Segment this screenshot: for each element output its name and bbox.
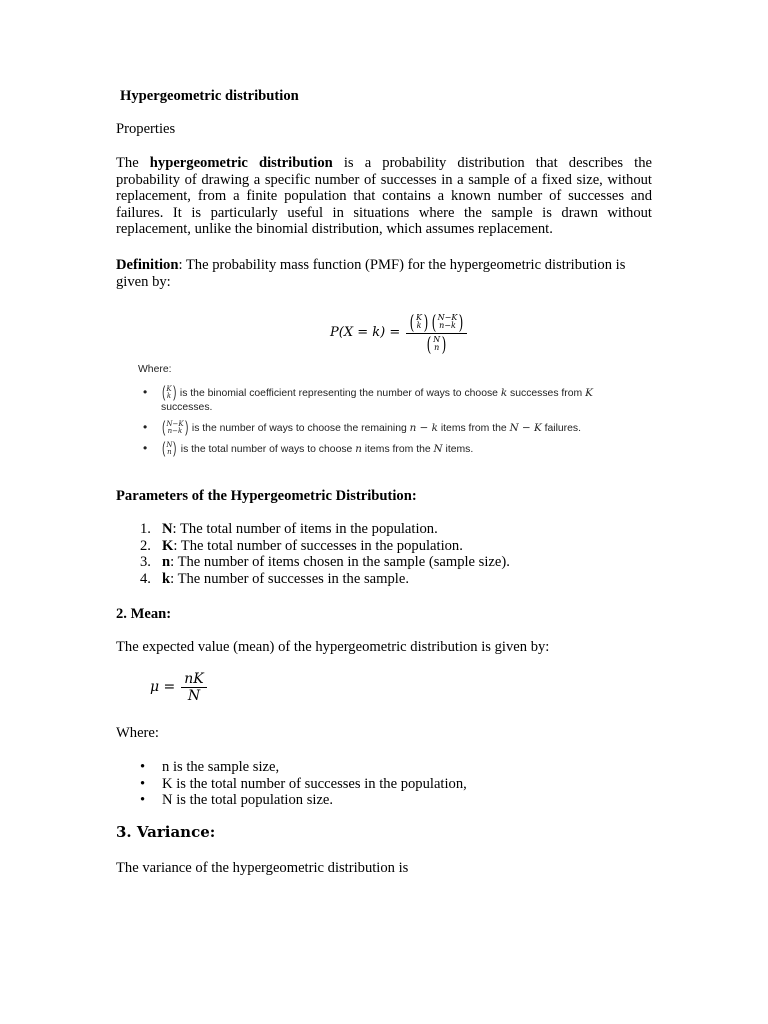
mean-heading: 2. Mean: <box>116 606 172 622</box>
pmf-b2-bot: n−k <box>439 321 456 330</box>
binom-bottom: k <box>166 391 172 400</box>
item-text: items from the <box>437 422 510 434</box>
pmf-den-top: N <box>433 335 441 344</box>
parameter-term: k <box>162 571 171 588</box>
list-number: 1. <box>140 521 151 537</box>
binom-bottom: n−k <box>167 426 183 435</box>
binom-top: N <box>166 440 173 449</box>
parameter-desc: : The number of successes in the sample. <box>170 571 409 588</box>
pmf-den-bot: n <box>434 343 440 352</box>
pmf-denominator: ( N n ) <box>426 332 447 356</box>
parameter-desc: : The total number of items in the population. <box>172 521 438 537</box>
variance-heading <box>116 824 215 841</box>
item-text: is the binomial coefficient representing the number of ways to choose <box>179 387 501 399</box>
where-box-item: • ( N−K n−k ) is the number of ways to choose the remaining n − k items from the N − K failures. <box>138 420 658 436</box>
where-image-box <box>138 362 658 462</box>
where-box-item: • ( K k ) is the binomial coefficient representing the number of ways to choose k successes from K successes. <box>138 385 658 415</box>
parameter-term: n <box>162 554 171 571</box>
item-text: successes. <box>161 401 213 413</box>
mean-denominator: N <box>187 688 201 704</box>
pmf-b1-bot: k <box>416 321 422 330</box>
math-var: k <box>500 386 508 399</box>
variance-text: The variance of the hypergeometric distribution is <box>116 860 409 876</box>
list-number: 3. <box>140 554 151 571</box>
variance-heading-colon: : <box>209 823 216 841</box>
intro-rest: is a probability distribution that describes the probability of drawing a specific number of successes in a sample of a fixed size, without replacement, from a finite population that contains a known number of successes and failures. It is particularly useful in situations where the sample is drawn without replacement, unlike the binomial distribution, which assumes replacement. <box>116 155 652 238</box>
mean-bullets <box>116 759 467 809</box>
item-text: successes from <box>507 387 586 399</box>
definition-text: : The probability mass function (PMF) for the hypergeometric distribution is given by: <box>116 257 626 290</box>
item-text: failures. <box>541 422 582 434</box>
intro-lead: The <box>116 155 150 171</box>
parameter-item <box>116 554 510 571</box>
document-title: Hypergeometric distribution <box>120 88 299 104</box>
mean-where-label: Where: <box>116 725 159 741</box>
where-box-label: Where: <box>138 364 172 375</box>
variance-heading-text: 3. Variance <box>116 823 210 841</box>
item-text: items. <box>442 443 474 455</box>
parameter-desc: : The number of items chosen in the sample (sample size). <box>170 554 510 571</box>
math-var: n − k <box>409 421 438 434</box>
parameter-desc: : The total number of successes in the population. <box>173 537 463 554</box>
math-var: N <box>433 442 443 455</box>
math-var: K <box>585 386 593 399</box>
definition-paragraph <box>116 257 652 290</box>
where-box-item: • ( N n ) is the total number of ways to choose n items from the N items. <box>138 441 658 457</box>
math-var: n <box>355 442 362 455</box>
pmf-lhs: P(X = k) = <box>330 325 401 341</box>
binom-top: K <box>166 384 172 393</box>
mean-fraction <box>181 671 206 704</box>
parameter-item <box>116 571 510 588</box>
intro-paragraph <box>116 155 652 238</box>
item-text: is the total number of ways to choose <box>180 443 356 455</box>
mean-lhs: μ = <box>150 679 176 696</box>
mean-numerator: nK <box>184 671 204 687</box>
item-text: is the number of ways to choose the remaining <box>191 422 410 434</box>
parameter-item <box>116 521 510 538</box>
list-number: 4. <box>140 571 151 588</box>
mean-text: The expected value (mean) of the hypergeometric distribution is given by: <box>116 639 550 655</box>
parameter-item <box>116 538 510 555</box>
where-box-list <box>138 385 658 457</box>
binom-top: N−K <box>166 419 184 428</box>
mean-formula <box>150 671 207 704</box>
pmf-numerator: ( K k ) ( N−K n−k ) <box>409 310 464 334</box>
list-item: • n is the sample size, <box>116 759 467 776</box>
list-number: 2. <box>140 537 151 554</box>
parameters-list <box>116 521 510 588</box>
binom-bottom: n <box>167 447 172 456</box>
definition-label: Definition <box>116 257 179 273</box>
item-text: items from the <box>361 443 434 455</box>
pmf-formula <box>330 312 467 355</box>
list-item: • K is the total number of successes in the population, <box>116 776 467 793</box>
pmf-b1-top: K <box>416 313 423 322</box>
properties-heading: Properties <box>116 121 176 137</box>
intro-term: hypergeometric distribution <box>149 155 333 171</box>
list-item: • N is the total population size. <box>116 792 467 809</box>
parameters-heading: Parameters of the Hypergeometric Distribution: <box>116 488 417 504</box>
pmf-b2-top: N−K <box>437 313 458 322</box>
pmf-fraction <box>406 312 467 355</box>
parameter-term: K <box>162 537 174 554</box>
parameter-term: N <box>162 521 173 537</box>
math-var: N − K <box>509 421 542 434</box>
